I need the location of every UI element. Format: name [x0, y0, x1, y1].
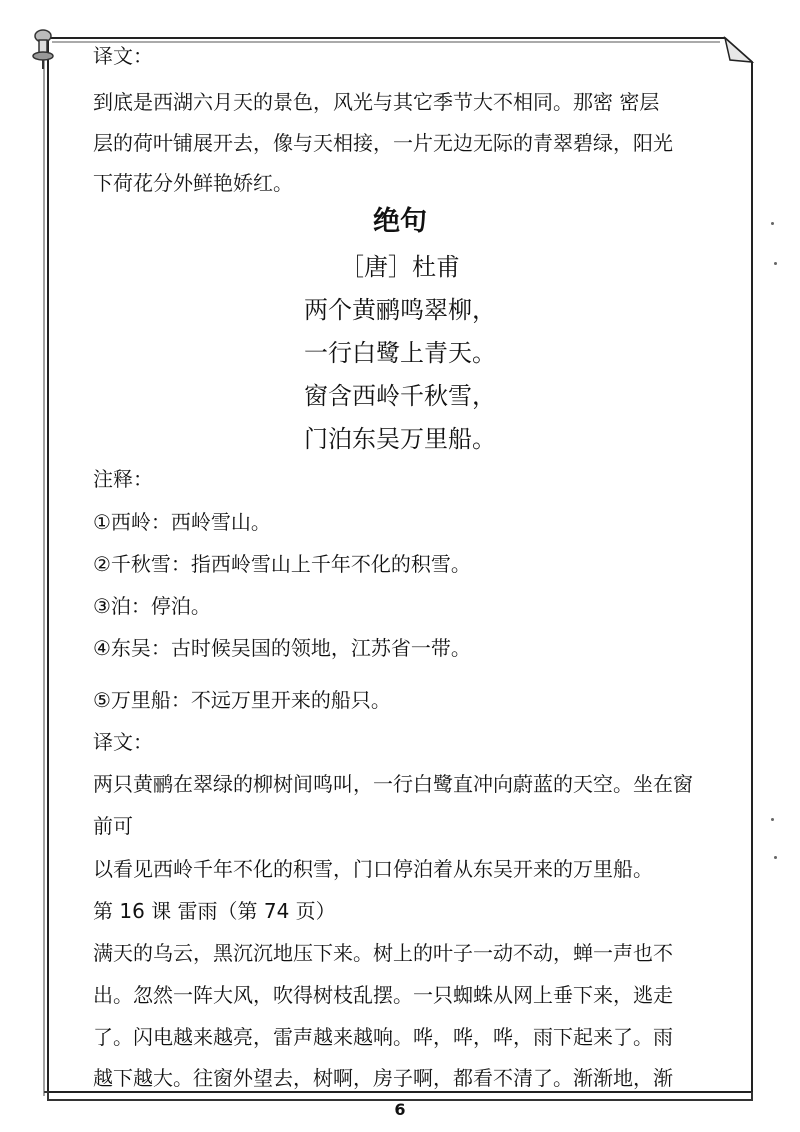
- paragraph-line: 以看见西岭千年不化的积雪，门口停泊着从东吴开来的万里船。: [93, 857, 653, 881]
- note-item: ②千秋雪：指西岭雪山上千年不化的积雪。: [93, 552, 471, 576]
- paragraph-line: 越下越大。往窗外望去，树啊，房子啊，都看不清了。渐渐地，渐: [93, 1066, 673, 1090]
- section-heading-notes: 注释：: [93, 467, 153, 491]
- poem-title: 绝句: [373, 206, 427, 237]
- paragraph-line: 两只黄鹂在翠绿的柳树间鸣叫，一行白鹭直冲向蔚蓝的天空。坐在窗: [93, 772, 693, 796]
- poem-line: 一行白鹭上青天。: [304, 339, 496, 367]
- page-number: 6: [394, 1100, 406, 1119]
- section-heading-translation-2: 译文：: [93, 730, 153, 754]
- pushpin-icon: [30, 28, 56, 70]
- paragraph-line: 层的荷叶铺展开去，像与天相接，一片无边无际的青翠碧绿，阳光: [93, 131, 673, 155]
- margin-speck: [771, 818, 774, 821]
- note-item: ④东吴：古时候吴国的领地，江苏省一带。: [93, 636, 471, 660]
- paragraph-line: 出。忽然一阵大风，吹得树枝乱摆。一只蜘蛛从网上垂下来，逃走: [93, 983, 673, 1007]
- note-item: ⑤万里船：不远万里开来的船只。: [93, 688, 391, 712]
- poem-line: 门泊东吴万里船。: [304, 425, 496, 453]
- margin-speck: [774, 856, 777, 859]
- poem-line: 窗含西岭千秋雪，: [304, 382, 496, 410]
- lesson-heading: 第 16 课 雷雨（第 74 页）: [93, 899, 336, 923]
- paragraph-line: 到底是西湖六月天的景色，风光与其它季节大不相同。那密 密层: [93, 90, 660, 114]
- poem-line: 两个黄鹂鸣翠柳，: [304, 296, 496, 324]
- poem-author: ［唐］杜甫: [340, 253, 460, 281]
- note-item: ①西岭：西岭雪山。: [93, 510, 271, 534]
- paragraph-line: 了。闪电越来越亮，雷声越来越响。哗，哗，哗，雨下起来了。雨: [93, 1025, 673, 1049]
- paragraph-line: 前可: [93, 814, 133, 838]
- section-heading-translation-1: 译文：: [93, 44, 153, 68]
- paragraph-line: 满天的乌云，黑沉沉地压下来。树上的叶子一动不动，蝉一声也不: [93, 941, 673, 965]
- note-item: ③泊：停泊。: [93, 594, 211, 618]
- paragraph-line: 下荷花分外鲜艳娇红。: [93, 171, 293, 195]
